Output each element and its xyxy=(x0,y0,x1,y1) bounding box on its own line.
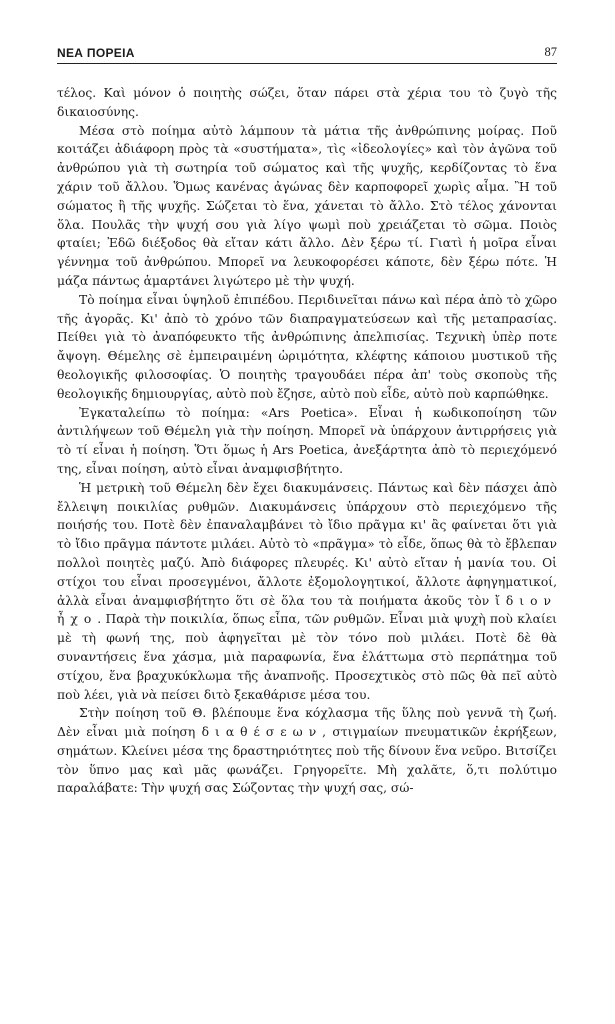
page-number: 87 xyxy=(544,45,557,59)
paragraph-text: , στιγμαίων πνευματικῶν ἐκρήξεων, σημάτων. Κλείνει μέσα της δραστηριότητες ποὺ τῆς δίνουν ἕνα νεῦρο. Βιτσίζει τὸν ὕπνο μας καὶ μᾶς φωνάζει. Γρηγορεῖτε. Μὴ χαλᾶτε, ὅ,τι πολύτιμο παραλάβατε: Τὴν ψυχή σας Σώζοντας τὴν ψυχή σας, σώ- xyxy=(57,725,557,796)
emphasized-phrase: ἴδιον ἦχο xyxy=(57,593,557,627)
running-header xyxy=(57,44,557,60)
document-page xyxy=(57,44,557,798)
paragraph-continuation: τέλος. Καὶ μόνον ὁ ποιητὴς σώζει, ὅταν πάρει στὰ χέρια του τὸ ζυγὸ τῆς δικαιοσύνης. xyxy=(57,86,557,119)
emphasized-word: διαθέσεων xyxy=(201,725,323,740)
paragraph-metrics xyxy=(57,479,557,705)
journal-title: ΝΕΑ ΠΟΡΕΙΑ xyxy=(57,46,135,60)
body-text xyxy=(57,84,557,798)
header-rule xyxy=(57,63,557,64)
paragraph-text: . Παρὰ τὴν ποικιλία, ὅπως εἶπα, τῶν ρυθμῶν. Εἶναι μιὰ ψυχὴ ποὺ κλαίει μὲ τὴ φωνή της, ποὺ ἀφηγεῖται μὲ τὸν τόνο ποὺ μιλάει. Ποτὲ δὲ θὰ συναντήσεις ἕνα χάσμα, μιὰ παραφωνία, ἕνα ἐλάττωμα στὸ περπάτημα τοῦ στίχου, ἕνα βραχυκύκλωμα τῆς ἀναπνοῆς. Προσεχτικὸς στὸ πῶς θὰ πεῖ αὐτὸ ποὺ λέει, γιὰ νὰ πείσει διτὸ ξεκαθάρισε μέσα του. xyxy=(57,612,557,702)
paragraph-poetry xyxy=(57,704,557,798)
paragraph: Μέσα στὸ ποίημα αὐτὸ λάμπουν τὰ μάτια τῆς ἀνθρώπινης μοίρας. Ποῦ κοιτάζει ἀδιάφορη πρὸς τὰ «συστήματα», τὶς «ἰδεολογίες» καὶ τὸν ἀγῶνα τοῦ ἀνθρώπου γιὰ τὴ σωτηρία τοῦ σώματος καὶ τῆς ψυχῆς, κερδίζοντας τὸ ἕνα χάριν τοῦ ἄλλου. Ὅμως κανένας ἀγώνας δὲν καρποφορεῖ χωρὶς αἷμα. Ἢ τοῦ σώματος ἢ τῆς ψυχῆς. Σώζεται τὸ ἕνα, χάνεται τὸ ἄλλο. Στὸ τέλος χάνονται ὅλα. Πουλᾶς τὴν ψυχή σου γιὰ λίγο ψωμὶ ποὺ χρειάζεται τὸ σῶμα. Ποιὸς φταίει; Ἐδῶ διέξοδος θὰ εἴταν κάτι ἄλλο. Δὲν ξέρω τί. Γιατὶ ἡ μοῖρα εἶναι γέννημα τοῦ ἀνθρώπου. Μπορεῖ να λευκοφορέσει κάποτε, δὲν ξέρω πότε. Ἡ μάζα πάντως ἁμαρτάνει λιγώτερο μὲ τὴν ψυχή. xyxy=(57,123,557,288)
paragraph: Τὸ ποίημα εἶναι ὑψηλοῦ ἐπιπέδου. Περιδινεῖται πάνω καὶ πέρα ἀπὸ τὸ χῶρο τῆς ἀγορᾶς. Κι' ἀπὸ τὸ χρόνο τῶν διαπραγματεύσεων καὶ τῆς μεταπρασίας. Πείθει γιὰ τὸ ἀναπόφευκτο τῆς ἀνθρώπινης ἀπελπισίας. Τεχνικὴ ὑπὲρ ποτε ἄψογη. Θέμελης σὲ ἐμπειραιμένη ὡριμότητα, κλέφτης κάποιου μυστικοῦ τῆς θεολογικῆς φιλοσοφίας. Ὁ ποιητὴς τραγουδάει πέρα ἀπ' τοὺς σκοποὺς τῆς θεολογικῆς δημιουργίας, αὐτὸ ποὺ ἔζησε, αὐτὸ ποὺ εἶδε, αὐτὸ ποὺ καρπώθηκε. xyxy=(57,292,557,401)
paragraph-text: Στὴν ποίηση τοῦ Θ. βλέπουμε ἕνα κόχλασμα τῆς ὕλης ποὺ γεννᾶ τὴ ζωή. Δὲν εἶναι μιὰ ποίηση xyxy=(57,706,557,740)
paragraph-text: Ἡ μετρικὴ τοῦ Θέμελη δὲν ἔχει διακυμάνσεις. Πάντως καὶ δὲν πάσχει ἀπὸ ἔλλειψη ποικιλίας ρυθμῶν. Διακυμάνσεις ὑπάρχουν στὸ περιεχόμενο τῆς ποιήσής του. Ποτὲ δὲν ἐπαναλαμβάνει τὸ ἴδιο πρᾶγμα κι' ἂς φαίνεται ὅτι γιὰ τὸ ἴδιο πρᾶγμα πάντοτε μιλάει. Αὐτὸ τὸ «πρᾶγμα» τὸ εἶδε, ὅπως θὰ τὸ ἔβλεπαν πολλοὶ ποιητὲς μαζύ. Ἀπὸ διάφορες πλευρές. Κι' αὐτὸ εἴταν ἡ μανία του. Οἱ στίχοι του εἶναι προσεγμένοι, ἄλλοτε ἐξομολογητικοί, ἄλλοτε ἀφηγηματικοί, ἀλλὰ εἶναι ἀναμφισβήτητο ὅτι σὲ ὅλα του τὰ ποιήματα ἀκοῦς τὸν xyxy=(57,480,557,608)
paragraph: Ἐγκαταλείπω τὸ ποίημα: «Ars Poetica». Εἶναι ἡ κωδικοποίηση τῶν ἀντιλήψεων τοῦ Θέμελη γιὰ τὴν ποίηση. Μπορεῖ νὰ ὑπάρχουν ἀντιρρήσεις γιὰ τὸ τί εἶναι ἡ ποίηση. Ὅτι ὅμως ἡ Ars Poetica, ἀνεξάρτητα ἀπὸ τὸ περιεχόμενό της, εἶναι ποίηση, αὐτὸ εἶναι ἀναμφισβήτητο. xyxy=(57,405,557,476)
